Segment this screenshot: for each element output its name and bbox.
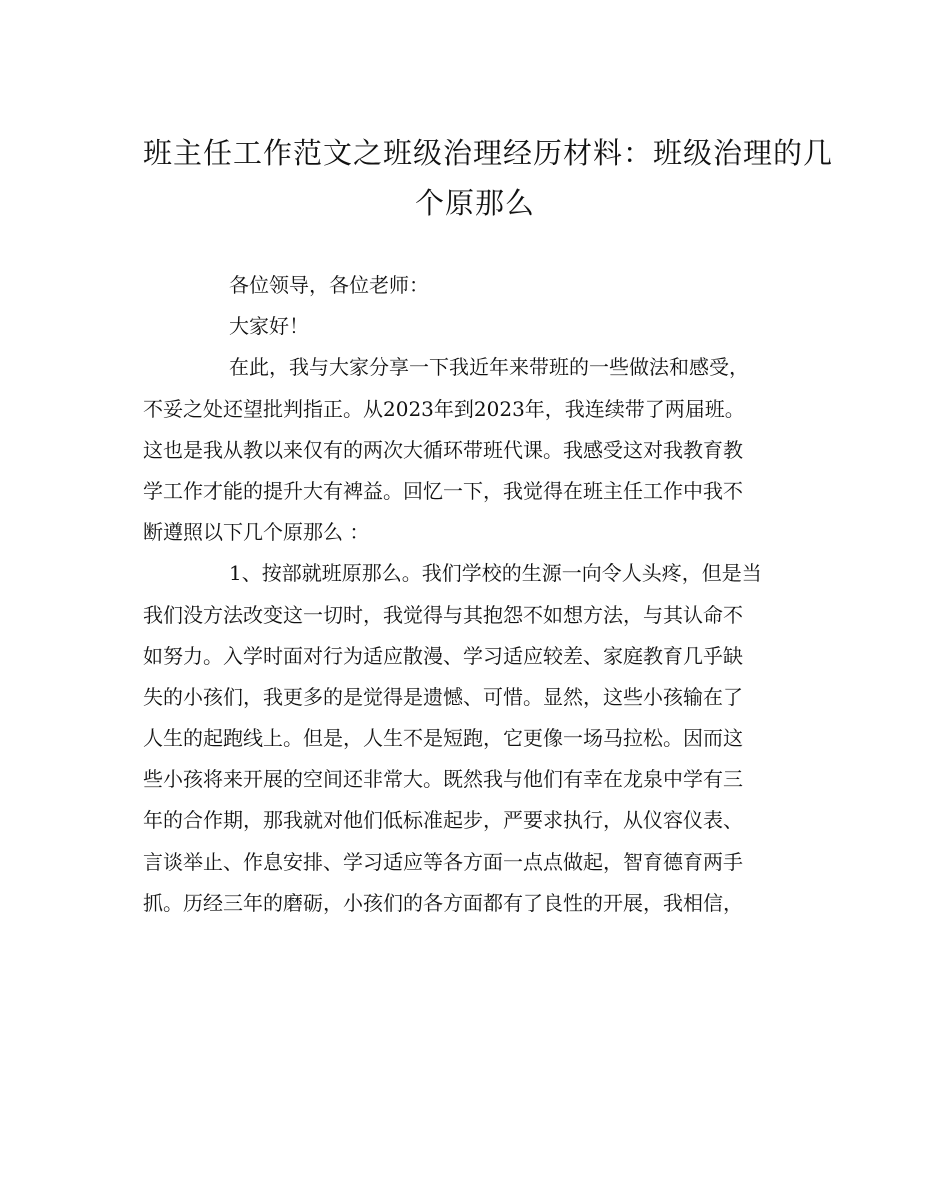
text-line: 在此，我与大家分享一下我近年来带班的一些做法和感受， <box>229 355 749 380</box>
text-line: 言谈举止、作息安排、学习适应等各方面一点点做起，智育德育两手 <box>143 849 743 874</box>
text-line: 些小孩将来开展的空间还非常大。既然我与他们有幸在龙泉中学有三 <box>143 767 743 792</box>
text-line: 人生的起跑线上。但是，人生不是短跑，它更像一场马拉松。因而这 <box>143 726 743 751</box>
text-line: 抓。历经三年的磨砺，小孩们的各方面都有了良性的开展，我相信， <box>143 890 743 915</box>
intro-paragraph <box>143 347 807 553</box>
text-line: 不妥之处还望批判指正。从2023年到2023年，我连续带了两届班。 <box>143 396 745 421</box>
title-line: 个原那么 <box>414 186 535 220</box>
document-title <box>143 128 834 228</box>
text-line: 年的合作期，那我就对他们低标准起步，严要求执行，从仪容仪表、 <box>143 808 743 833</box>
document-body <box>143 265 807 924</box>
text-line: 各位领导，各位老师： <box>229 273 429 297</box>
text-line: 失的小孩们，我更多的是觉得是遗憾、可惜。显然，这些小孩输在了 <box>143 684 743 709</box>
text-line: 学工作才能的提升大有裨益。回忆一下，我觉得在班主任工作中我不 <box>143 478 743 503</box>
principle-1-paragraph <box>143 553 807 924</box>
greeting-paragraph <box>143 306 807 347</box>
salutation-paragraph <box>143 265 807 306</box>
text-line: 如努力。入学时面对行为适应散漫、学习适应较差、家庭教育几乎缺 <box>143 643 743 668</box>
text-line: 大家好！ <box>229 314 309 339</box>
text-line: 断遵照以下几个原那么 ： <box>143 520 370 545</box>
text-line: 我们没方法改变这一切时，我觉得与其抱怨不如想方法，与其认命不 <box>143 602 743 627</box>
text-line: 1、按部就班原那么。我们学校的生源一向令人头疼，但是当 <box>229 561 762 586</box>
text-line: 这也是我从教以来仅有的两次大循环带班代课。我感受这对我教育教 <box>143 437 743 462</box>
title-line: 班主任工作范文之班级治理经历材料：班级治理的几 <box>143 136 834 170</box>
